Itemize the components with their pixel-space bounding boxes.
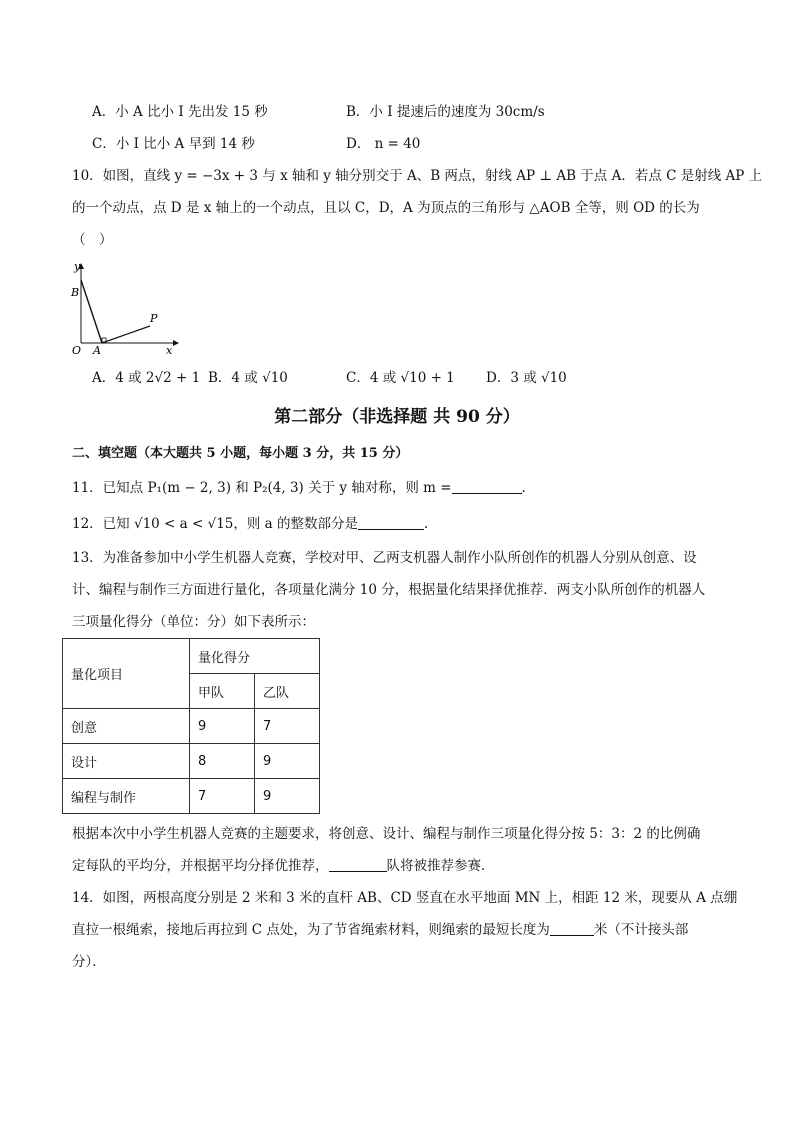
row-score-a: 7 [190, 779, 255, 814]
table-row [63, 779, 320, 814]
q10-line-2: 的一个动点，点 D 是 x 轴上的一个动点，且以 C，D，A 为顶点的三角形与 △AOB 全等，则 OD 的长为 [72, 200, 700, 216]
q9-option-a: A．小 A 比小 I 先出发 15 秒 [92, 104, 268, 120]
q9-option-d: D． n = 40 [346, 136, 421, 152]
q10-option-c: C．4 或 √10 + 1 [346, 370, 455, 386]
q13-after-2 [72, 856, 495, 876]
row-score-b: 7 [255, 709, 320, 744]
label-a: A [93, 344, 101, 357]
q11-end: . [521, 480, 526, 496]
q14-answer-blank[interactable] [550, 921, 594, 936]
q14-line-3: 分）． [72, 954, 106, 970]
row-score-b: 9 [255, 744, 320, 779]
q14-line-2 [72, 920, 688, 940]
header-team-a: 甲队 [190, 674, 255, 709]
q10-option-d: D．3 或 √10 [486, 370, 567, 386]
label-b: B [71, 286, 80, 299]
q13-after-1: 根据本次中小学生机器人竞赛的主题要求，将创意、设计、编程与制作三项量化得分按 5：3：2 的比例确 [72, 826, 701, 842]
q14-line-1: 14．如图，两根高度分别是 2 米和 3 米的直杆 AB、CD 竖直在水平地面 MN 上，相距 12 米，现要从 A 点绷 [72, 890, 738, 906]
header-team-b: 乙队 [255, 674, 320, 709]
q11-text: 11．已知点 P₁(m − 2, 3) 和 P₂(4, 3) 关于 y 轴对称，则 m = [72, 480, 452, 496]
q13-line-2: 计、编程与制作三方面进行量化，各项量化满分 10 分，根据量化结果择优推荐．两支小队所创作的机器人 [72, 582, 706, 598]
q14-line-2-post: 米（不计接头部 [593, 922, 689, 938]
line-ab [81, 280, 102, 343]
label-y: y [74, 260, 81, 273]
table-row [63, 709, 320, 744]
score-table [62, 638, 320, 814]
q12-answer-blank[interactable] [358, 515, 424, 530]
row-score-a: 8 [190, 744, 255, 779]
label-x: x [166, 344, 173, 357]
row-item: 创意 [63, 709, 190, 744]
q10-line-3: （ ） [72, 232, 113, 248]
row-score-b: 9 [255, 779, 320, 814]
q11-answer-blank[interactable] [452, 479, 522, 494]
q13-answer-blank[interactable] [329, 857, 387, 872]
q12 [72, 514, 428, 534]
q10-option-a: A．4 或 2√2 + 1 [92, 370, 201, 386]
q13-after-2-pre: 定每队的平均分，并根据平均分择优推荐， [72, 858, 329, 874]
label-o: O [72, 344, 82, 357]
table-row [63, 744, 320, 779]
row-score-a: 9 [190, 709, 255, 744]
row-item: 设计 [63, 744, 190, 779]
q11 [72, 478, 526, 498]
part-two-title: 第二部分（非选择题 共 90 分） [274, 407, 520, 427]
q13-after-2-post: 队将被推荐参赛． [386, 858, 495, 874]
q12-text: 12．已知 √10 < a < √15，则 a 的整数部分是 [72, 516, 358, 532]
q9-option-b: B．小 I 提速后的速度为 30cm/s [346, 104, 545, 120]
q9-option-c: C．小 I 比小 A 早到 14 秒 [92, 136, 255, 152]
q10-line-1: 10．如图，直线 y = −3x + 3 与 x 轴和 y 轴分别交于 A、B 两点，射线 AP ⊥ AB 于点 A．若点 C 是射线 AP 上 [72, 168, 763, 184]
q13-line-1: 13．为准备参加中小学生机器人竞赛，学校对甲、乙两支机器人制作小队所创作的机器人分别从创意、设 [72, 550, 697, 566]
table-header-row [63, 639, 320, 674]
q12-end: . [424, 516, 429, 532]
header-item: 量化项目 [63, 639, 190, 709]
header-score: 量化得分 [190, 639, 320, 674]
q10-figure [66, 258, 186, 358]
row-item: 编程与制作 [63, 779, 190, 814]
q10-option-b: B．4 或 √10 [208, 370, 288, 386]
fill-in-section-title: 二、填空题（本大题共 5 小题，每小题 3 分，共 15 分） [72, 446, 409, 461]
ray-ap [102, 326, 150, 343]
label-p: P [150, 312, 158, 325]
q14-line-2-pre: 直拉一根绳索，接地后再拉到 C 点处，为了节省绳索材料，则绳索的最短长度为 [72, 922, 550, 938]
q13-line-3: 三项量化得分（单位：分）如下表所示： [72, 614, 315, 630]
